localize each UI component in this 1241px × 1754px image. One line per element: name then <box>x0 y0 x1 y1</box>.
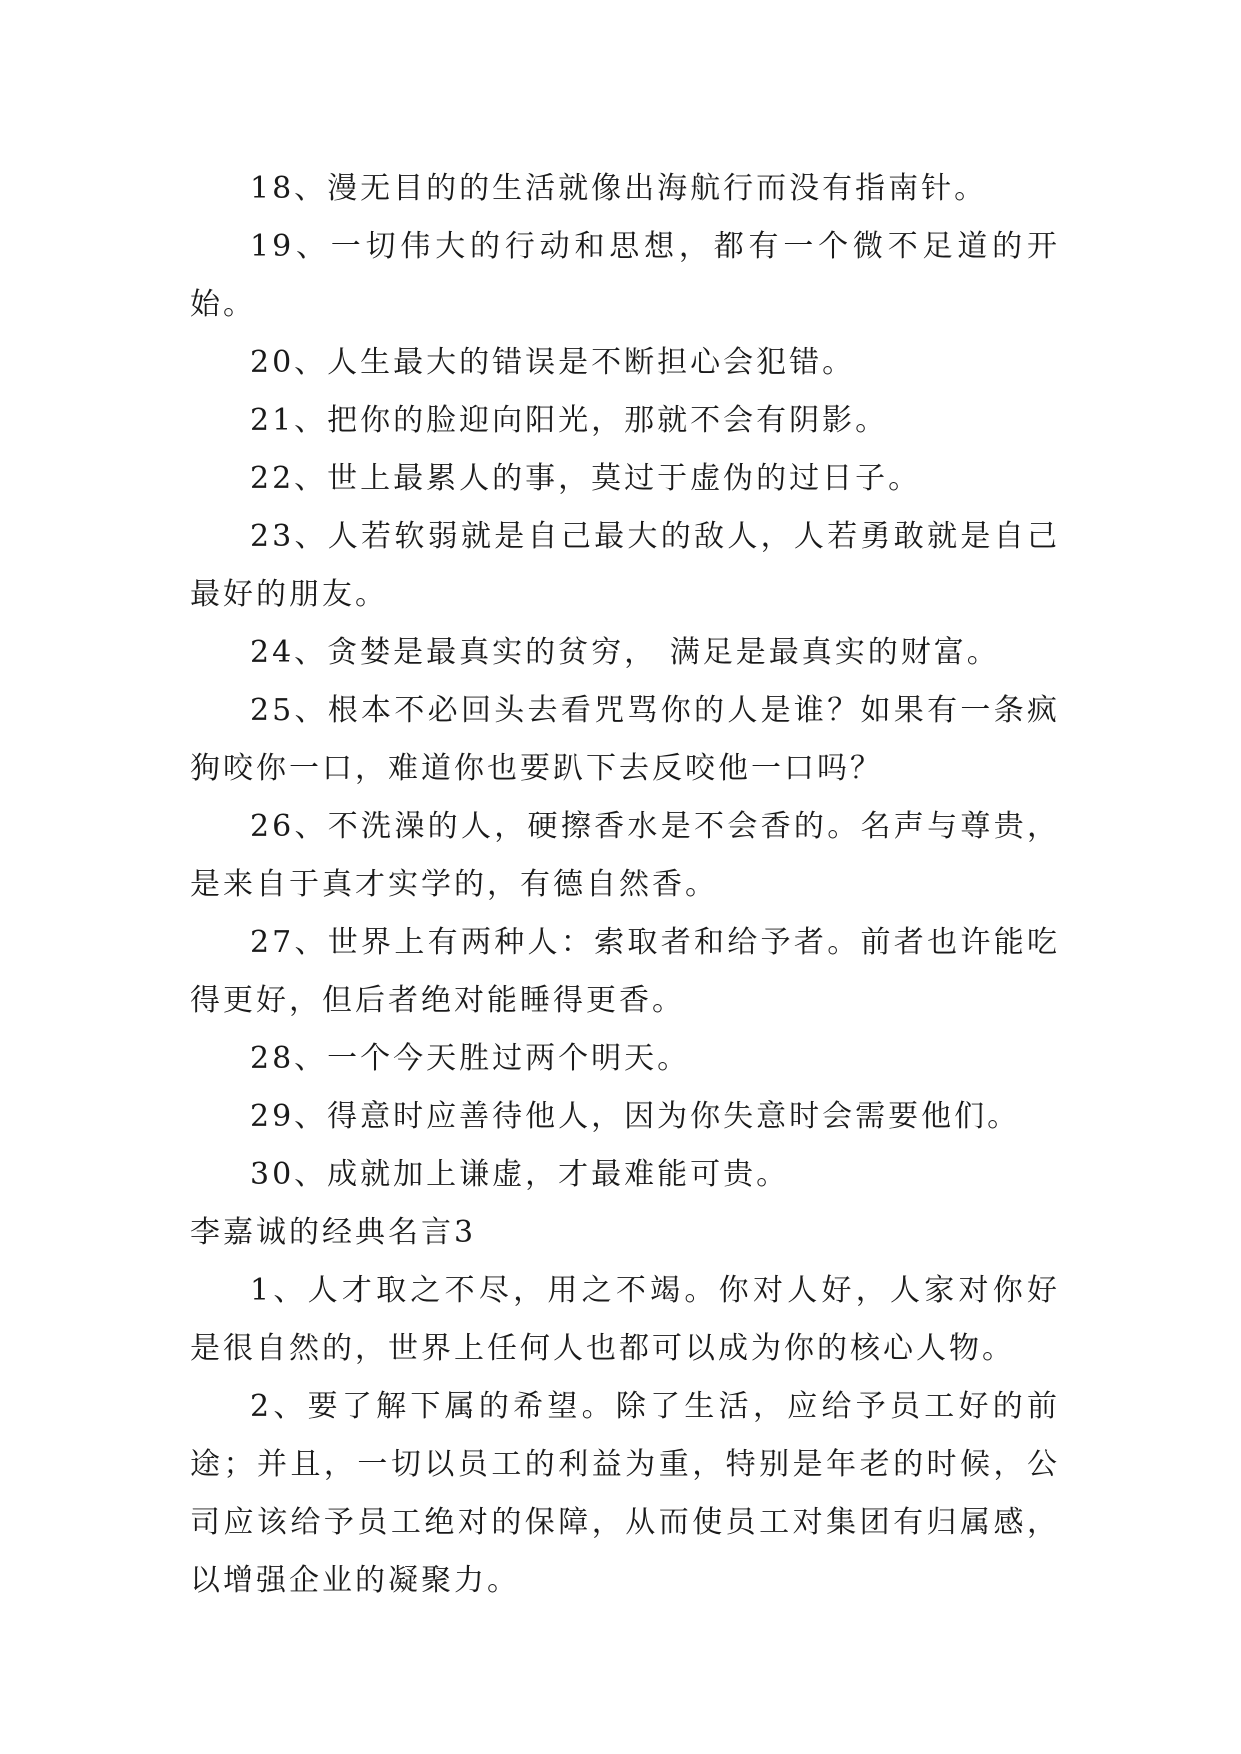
quote-26: 26、不洗澡的人，硬擦香水是不会香的。名声与尊贵，是来自于真才实学的，有德自然香。 <box>190 809 1060 902</box>
quote-28: 28、一个今天胜过两个明天。 <box>250 1041 691 1076</box>
quote-section3-1: 1、人才取之不尽，用之不竭。你对人好，人家对你好是很自然的，世界上任何人也都可以成为你的核心人物。 <box>190 1273 1060 1366</box>
quote-24: 24、贪婪是最真实的贫穷， 满足是最真实的财富。 <box>250 635 1000 670</box>
document-body <box>190 160 1060 1610</box>
quote-20: 20、人生最大的错误是不断担心会犯错。 <box>250 345 856 380</box>
quote-25: 25、根本不必回头去看咒骂你的人是谁？如果有一条疯狗咬你一口，难道你也要趴下去反咬他一口吗？ <box>190 693 1060 786</box>
quote-18: 18、漫无目的的生活就像出海航行而没有指南针。 <box>250 171 988 206</box>
quote-27: 27、世界上有两种人：索取者和给予者。前者也许能吃得更好，但后者绝对能睡得更香。 <box>190 925 1060 1018</box>
section-heading: 李嘉诚的经典名言3 <box>190 1215 477 1250</box>
quote-29: 29、得意时应善待他人，因为你失意时会需要他们。 <box>250 1099 1021 1134</box>
quote-23: 23、人若软弱就是自己最大的敌人，人若勇敢就是自己最好的朋友。 <box>190 519 1060 612</box>
quote-19: 19、一切伟大的行动和思想，都有一个微不足道的开始。 <box>190 229 1060 322</box>
quote-section3-2: 2、要了解下属的希望。除了生活，应给予员工好的前途；并且，一切以员工的利益为重，特别是年老的时候，公司应该给予员工绝对的保障，从而使员工对集团有归属感，以增强企业的凝聚力。 <box>190 1389 1060 1598</box>
quote-22: 22、世上最累人的事，莫过于虚伪的过日子。 <box>250 461 922 496</box>
quote-30: 30、成就加上谦虚，才最难能可贵。 <box>250 1157 790 1192</box>
quote-21: 21、把你的脸迎向阳光，那就不会有阴影。 <box>250 403 889 438</box>
